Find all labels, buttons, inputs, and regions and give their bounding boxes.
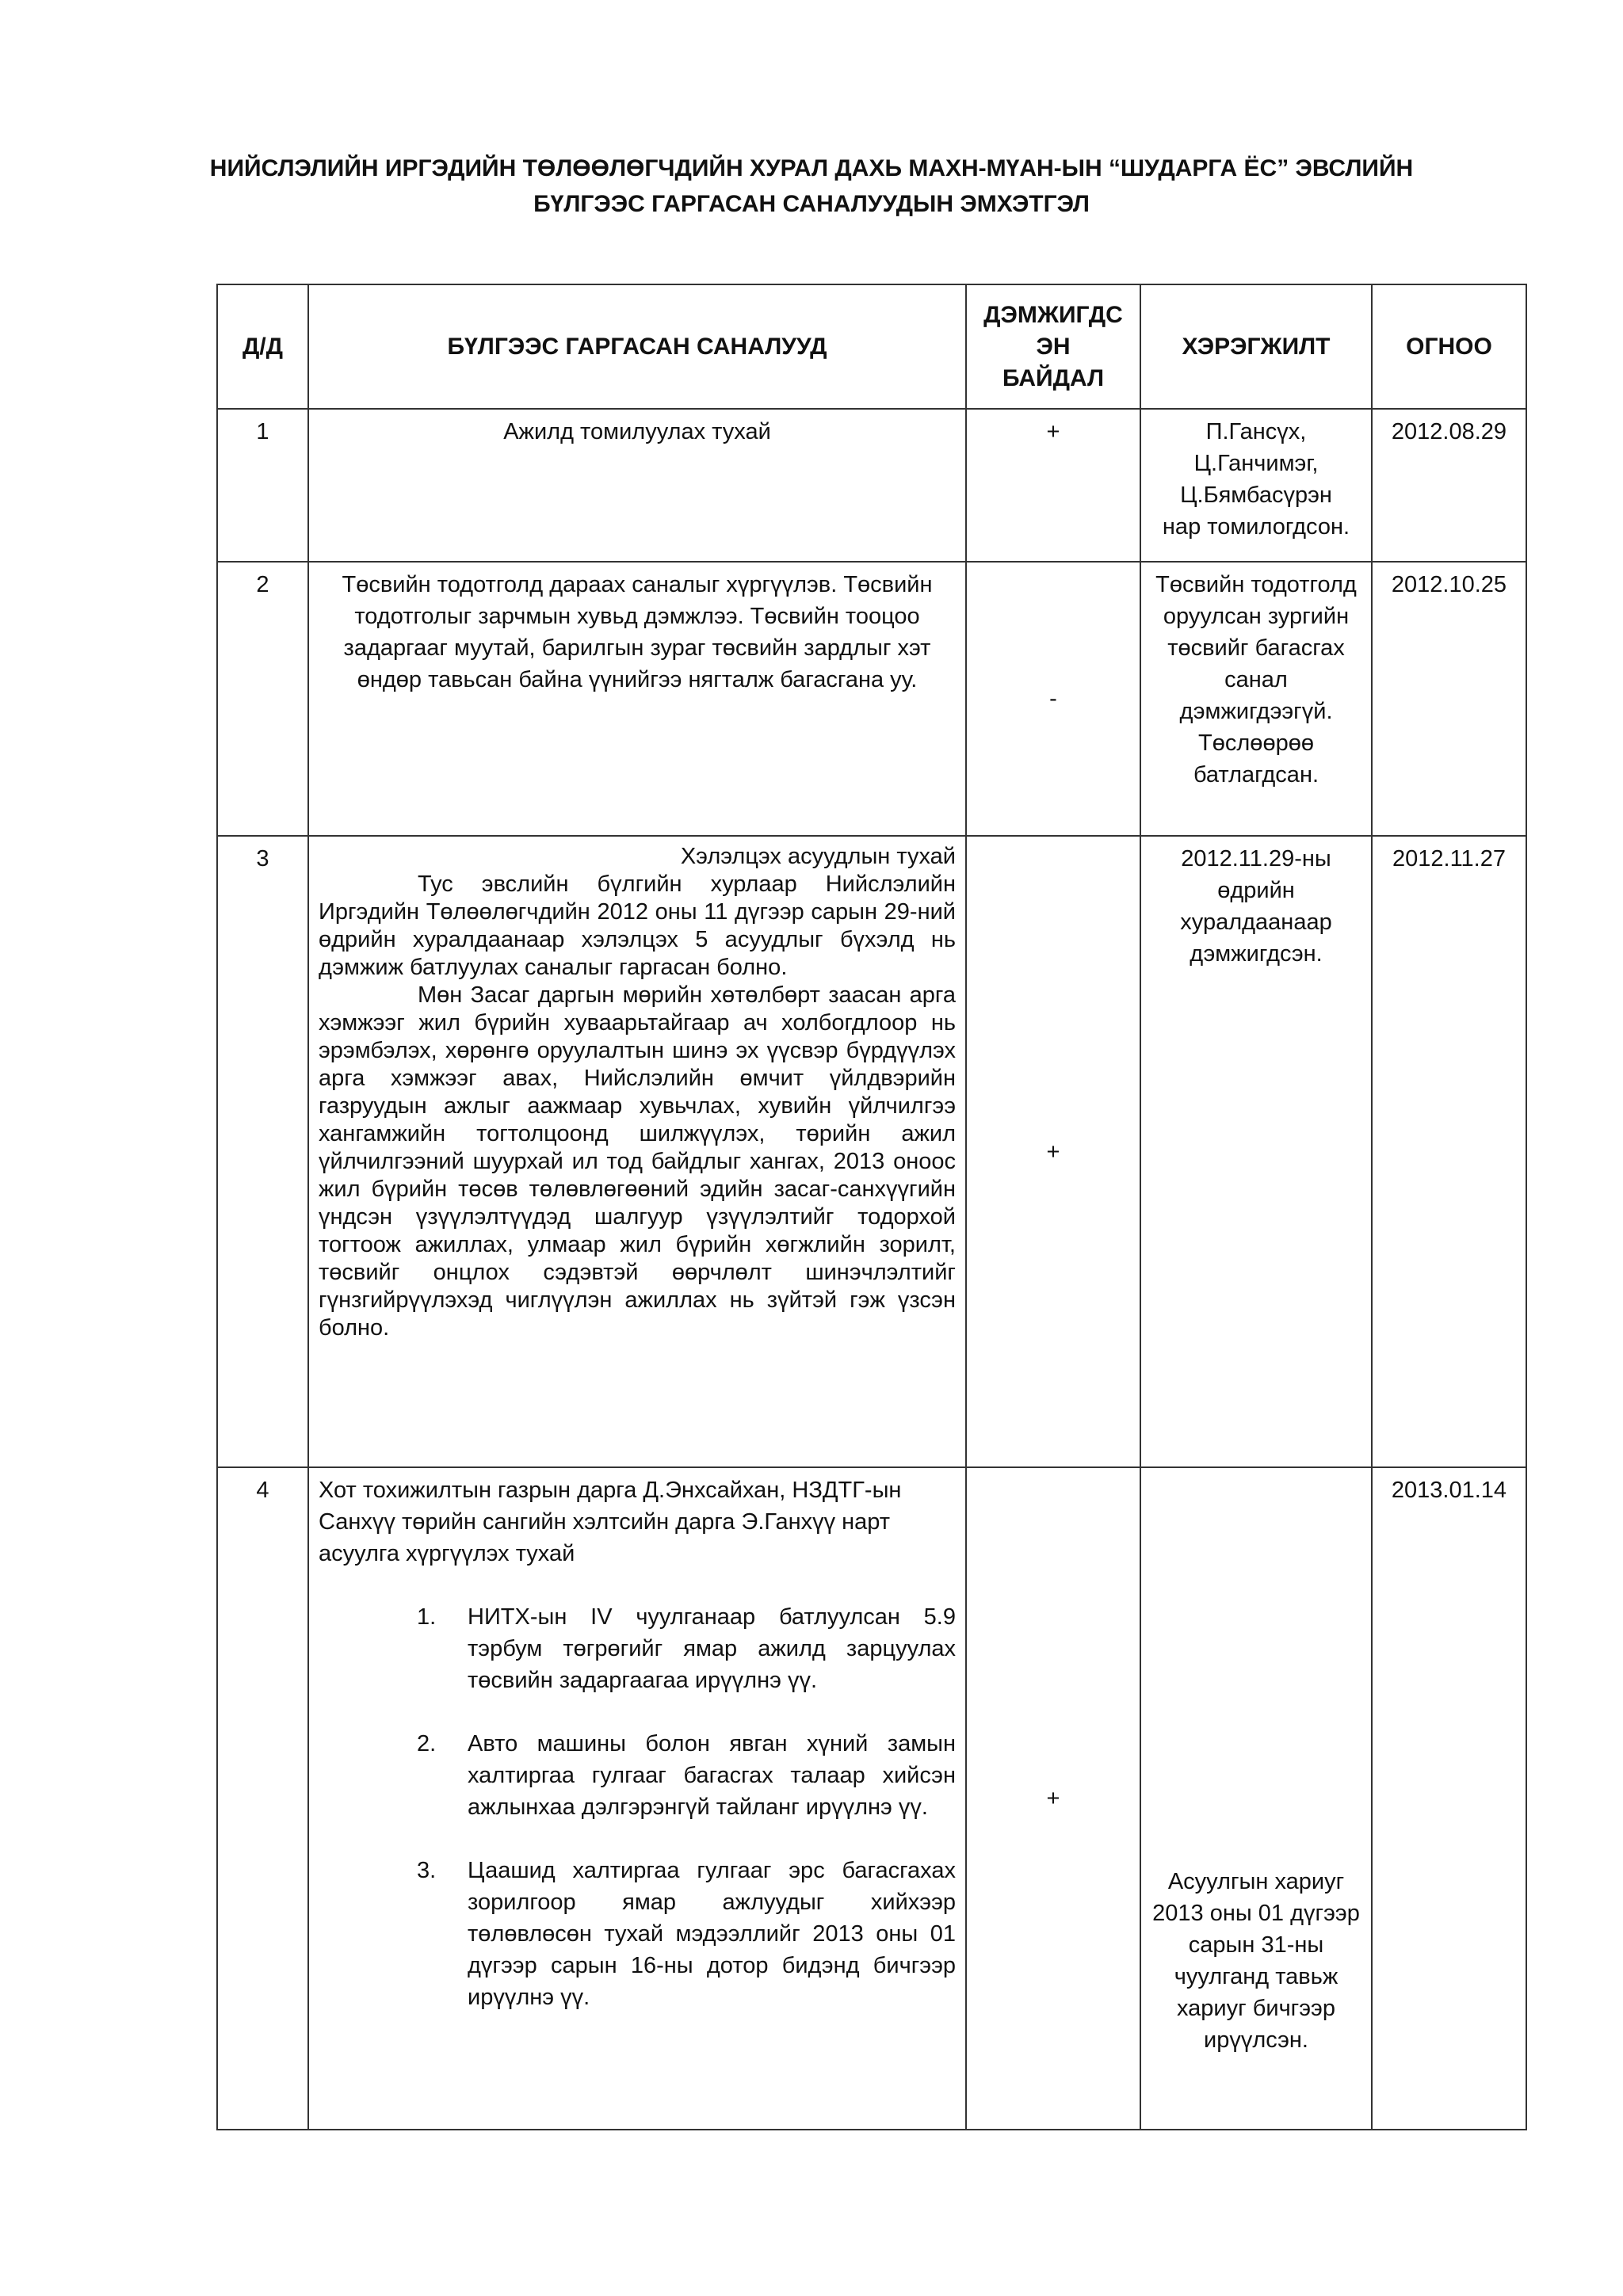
question-number: 3.: [417, 1858, 437, 1883]
row-date: 2012.10.25: [1372, 562, 1526, 836]
header-date: ОГНОО: [1372, 284, 1526, 409]
proposal-paragraph-1: Тус эвслийн бүлгийн хурлаар Нийслэлийн Иргэдийн Төлөөлөгчдийн 2012 оны 11 дүгээр сарын 29-ний өдрийн хуралдаанаар хэлэлцэх 5 асуудлыг бүхэлд нь дэмжиж батлуулах саналыг гаргасан болно.: [319, 871, 956, 980]
row-number: 2: [217, 562, 308, 836]
header-implementation: ХЭРЭГЖИЛТ: [1140, 284, 1372, 409]
impl-line: Ц.Ганчимэг,: [1193, 451, 1319, 476]
table-row: [217, 836, 1526, 1467]
row-support: +: [966, 836, 1140, 1467]
proposal-paragraph-2: Мөн Засаг даргын мөрийн хөтөлбөрт заасан арга хэмжээг жил бүрийн хуваарьтайгаар ач холбогдлоор нь эрэмбэлэх, хөрөнгө оруулалтын шинэ эх үүсвэр бүрдүүлэх арга хэмжээг авах, Нийслэлийн өмчит үйлдвэрийн газруудын ажлыг аажмаар хувьчлах, хувийн үйлчилгээ хангамжийн тогтолцоонд шилжүүлэх, төрийн ажил үйлчилгээний шуурхай ил тод байдлыг хангах, 2013 оноос жил бүрийн төсөв төлөвлөгөөний эдийн засаг-санхүүгийн үндсэн үзүүлэлтүүдэд шалгуур үзүүлэлтийг тодорхой тогтоож ажиллах, улмаар жил бүрийн хөгжлийн зорилт, төсвийг онцлох сэдэвтэй өөрчлөлт шинэчлэлтийг гүнзгийрүүлэхэд чиглүүлэн ажиллах нь зүйтэй гэж үзсэн болно.: [319, 982, 956, 1341]
row-date: 2013.01.14: [1372, 1467, 1526, 2130]
header-no: Д/Д: [217, 284, 308, 409]
table-header-row: [217, 284, 1526, 409]
row-support: +: [966, 409, 1140, 562]
row-proposal: [308, 836, 966, 1467]
question-list: [319, 1601, 956, 2013]
document-title: [0, 151, 1623, 222]
question-number: 2.: [417, 1731, 437, 1756]
list-item: [417, 1601, 956, 1696]
question-text: Цаашид халтиргаа гулгааг эрс багасгахах зорилгоор ямар ажлуудыг хийхээр төлөвлөсөн тухай мэдээллийг 2013 оны 01 дүгээр сарын 16-ны дотор бидэнд бичгээр ирүүлнэ үү.: [468, 1858, 956, 2010]
header-support-line-3: БАЙДАЛ: [1002, 364, 1105, 391]
row-proposal: Ажилд томилуулах тухай: [308, 409, 966, 562]
row-proposal: [308, 1467, 966, 2130]
row-date: 2012.11.27: [1372, 836, 1526, 1467]
row-support: +: [966, 1467, 1140, 2130]
row-implementation: [1140, 409, 1372, 562]
row-number: 3: [217, 836, 308, 1467]
title-line-2: БҮЛГЭЭС ГАРГАСАН САНАЛУУДЫН ЭМХЭТГЭЛ: [533, 191, 1090, 217]
row-implementation: [1140, 1467, 1372, 2130]
question-text: Авто машины болон явган хүний замын халтиргаа гулгааг багасгах талаар хийсэн ажлынхаа дэлгэрэнгүй тайланг ирүүлнэ үү.: [468, 1731, 956, 1820]
question-text: НИТХ-ын IV чуулганаар батлуулсан 5.9 тэрбум төгрөгийг ямар ажилд зарцуулах төсвийн задаргаагаа ирүүлнэ үү.: [468, 1604, 956, 1693]
proposal-intro: Хот тохижилтын газрын дарга Д.Энхсайхан, НЗДТГ-ын Санхүү төрийн сангийн хэлтсийн дарга Э.Ганхүү нарт асуулга хүргүүлэх тухай: [319, 1478, 902, 1566]
question-number: 1.: [417, 1604, 437, 1630]
header-support-line-2: ЭН: [1036, 333, 1071, 360]
list-item: [417, 1728, 956, 1823]
row-proposal: Төсвийн тодотголд дараах саналыг хүргүүлэв. Төсвийн тодотголыг зарчмын хувьд дэмжлээ. Төсвийн тооцоо задаргааг муутай, барилгын зураг төсвийн зардлыг хэт өндөр тавьсан байна үүнийгээ нягталж багасгана уу.: [308, 562, 966, 836]
title-line-1: НИЙСЛЭЛИЙН ИРГЭДИЙН ТӨЛӨӨЛӨГЧДИЙН ХУРАЛ ДАХЬ МАХН-МҮАН-ЫН “ШУДАРГА ЁС” ЭВСЛИЙН: [209, 155, 1414, 181]
row-number: 4: [217, 1467, 308, 2130]
impl-line: нар томилогдсон.: [1162, 514, 1350, 540]
impl-line: П.Гансүх,: [1205, 419, 1307, 444]
table-row: [217, 562, 1526, 836]
list-item: [417, 1855, 956, 2013]
impl-line: Ц.Бямбасүрэн: [1180, 482, 1332, 508]
table-row: [217, 1467, 1526, 2130]
table-row: [217, 409, 1526, 562]
implementation-text: Асуулгын хариуг 2013 оны 01 дүгээр сарын 31-ны чуулганд тавьж хариуг бичгээр ирүүлсэн.: [1152, 1869, 1360, 2053]
row-date: 2012.08.29: [1372, 409, 1526, 562]
row-number: 1: [217, 409, 308, 562]
header-proposal: БҮЛГЭЭС ГАРГАСАН САНАЛУУД: [308, 284, 966, 409]
row-implementation: 2012.11.29-ны өдрийн хуралдаанаар дэмжигдсэн.: [1140, 836, 1372, 1467]
proposal-title: Хэлэлцэх асуудлын тухай: [680, 844, 956, 869]
row-implementation: Төсвийн тодотголд оруулсан зургийн төсвийг багасгах санал дэмжигдээгүй. Төслөөрөө батлагдсан.: [1140, 562, 1372, 836]
header-support-line-1: ДЭМЖИГДС: [983, 301, 1123, 328]
proposals-table: [216, 284, 1527, 2130]
row-support: -: [966, 562, 1140, 836]
header-support: [966, 284, 1140, 409]
